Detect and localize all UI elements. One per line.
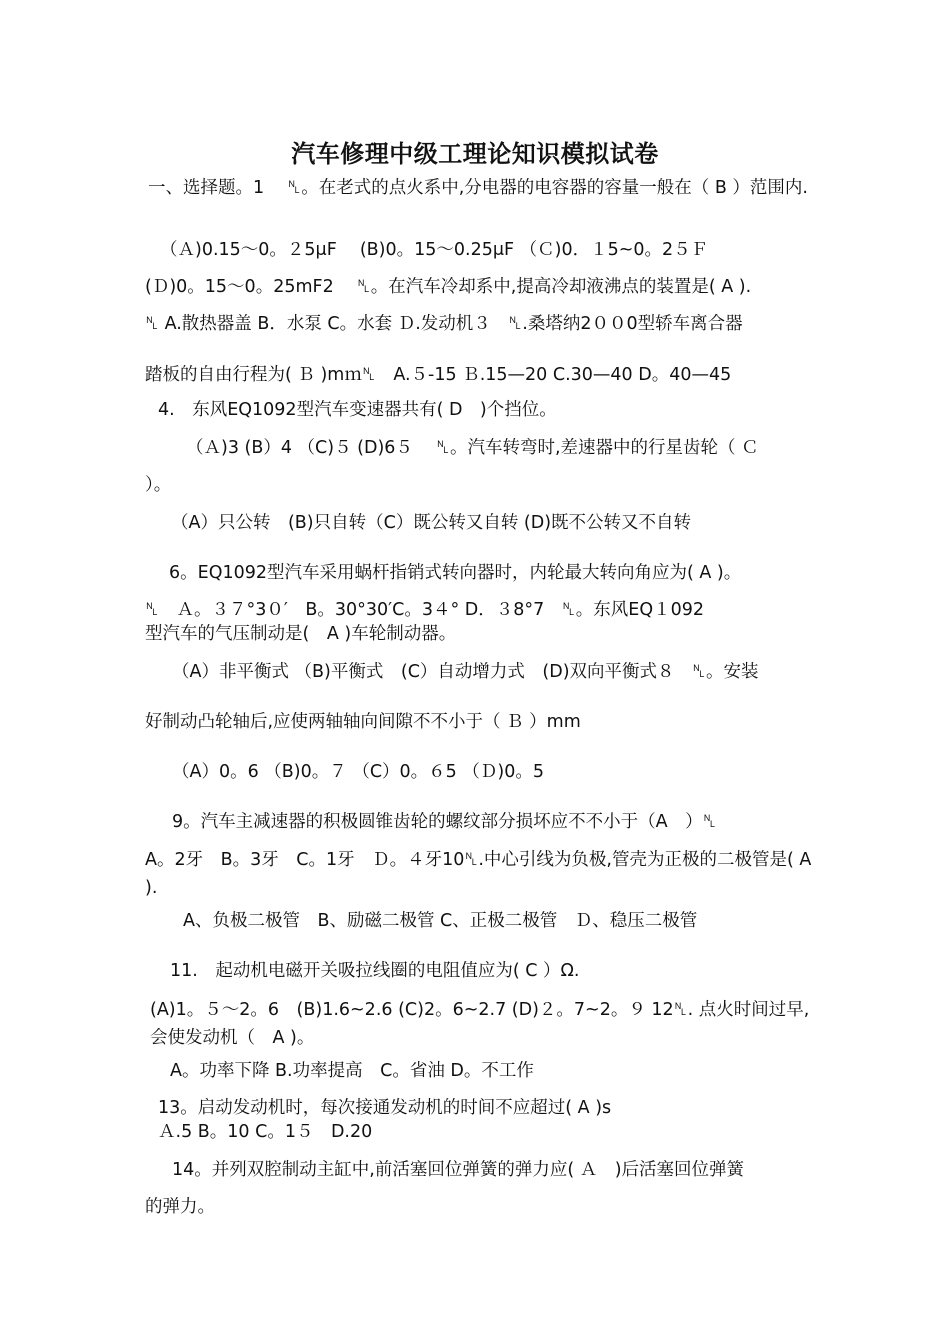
question-11-options-question-12: (A)1。５～2。6 (B)1.6~2.6 (C)2。6~2.7 (D)２。7~2。９ 12␤. 点火时间过早,会使发动机（ A )。 xyxy=(150,1000,810,1048)
question-12-options: A。功率下降 B.功率提高 C。省油 D。不工作 xyxy=(170,1061,534,1081)
question-6: 6。EQ1092型汽车采用蜗杆指销式转向器时，内轮最大转向角应为( A )。 xyxy=(169,563,742,583)
question-1-options-a: （Ａ)0.15～0。２5μF (B)0。15～0.25μF （Ｃ)0．１5~0。2５Ｆ xyxy=(160,240,709,260)
question-13-options: Ａ.5 B。10 C。1５ D.20 xyxy=(158,1122,373,1142)
question-5-end: ）。 xyxy=(145,475,172,495)
question-10-options: A、负极二极管 B、励磁二极管 C、正极二极管 Ｄ、稳压二极管 xyxy=(183,911,698,931)
question-6-options-question-7: ␤ Ａ。３７°3０′ B。30°30′C。3４° D．３8°7 ␤。东风EQ１092 xyxy=(145,600,705,620)
question-3-options: 踏板的自由行程为( Ｂ )mｍ␤ A.５-15 Ｂ.15—20 C.30—40 D。40—45 xyxy=(145,365,732,385)
question-14: 14。并列双腔制动主缸中,前活塞回位弹簧的弹力应( Ａ )后活塞回位弹簧 xyxy=(172,1160,745,1180)
question-9-options-question-10: A。2牙 B。3牙 C。1牙 Ｄ。４牙10␤.中心引线为负极,管壳为正极的二极管是( A ). xyxy=(145,850,812,898)
question-5-options: （A）只公转 (B)只自转（C）既公转又自转 (D)既不公转又不自转 xyxy=(171,513,692,533)
question-1: 一、选择题。1 ␤。在老式的点火系中,分电器的电容器的容量一般在（ B ）范围内. xyxy=(148,178,808,198)
question-2-options-question-3: ␤ A.散热器盖 B．水泵 C。水套 Ｄ.发动机３ ␤.桑塔纳2００0型轿车离合器 xyxy=(145,314,743,334)
question-9: 9。汽车主减速器的积极圆锥齿轮的螺纹部分损坏应不不小于（A ）␤ xyxy=(172,812,717,832)
question-1-options-b-question-2: (Ｄ)0。15～0。25mF2 ␤。在汽车冷却系中,提高冷却液沸点的装置是( A ). xyxy=(145,277,752,297)
question-4: 4. 东风EQ1092型汽车变速器共有( D )个挡位。 xyxy=(158,400,557,420)
question-7-cont: 型汽车的气压制动是( A )车轮制动器。 xyxy=(145,624,457,644)
question-11: 11. 起动机电磁开关吸拉线圈的电阻值应为( C ）Ω. xyxy=(170,961,580,981)
question-13: 13。启动发动机时，每次接通发动机的时间不应超过( A )s xyxy=(158,1098,612,1118)
question-4-options-question-5: （Ａ)3 (B）4 （C)５ (D)6５ ␤。汽车转弯时,差速器中的行星齿轮（ Ｃ xyxy=(186,438,759,458)
question-7-options-question-8: （A）非平衡式 （B)平衡式 (C）自动增力式 (D)双向平衡式８ ␤。安装 xyxy=(172,662,759,682)
page-title: 汽车修理中级工理论知识模拟试卷 xyxy=(291,140,659,168)
question-14-end: 的弹力。 xyxy=(145,1197,215,1217)
question-8-cont: 好制动凸轮轴后,应使两轴轴向间隙不不小于（ Ｂ ）mm xyxy=(145,712,581,732)
question-8-options: （A）0。6 （B)0。７ （C）0。６5 （Ｄ)0。5 xyxy=(172,762,544,782)
